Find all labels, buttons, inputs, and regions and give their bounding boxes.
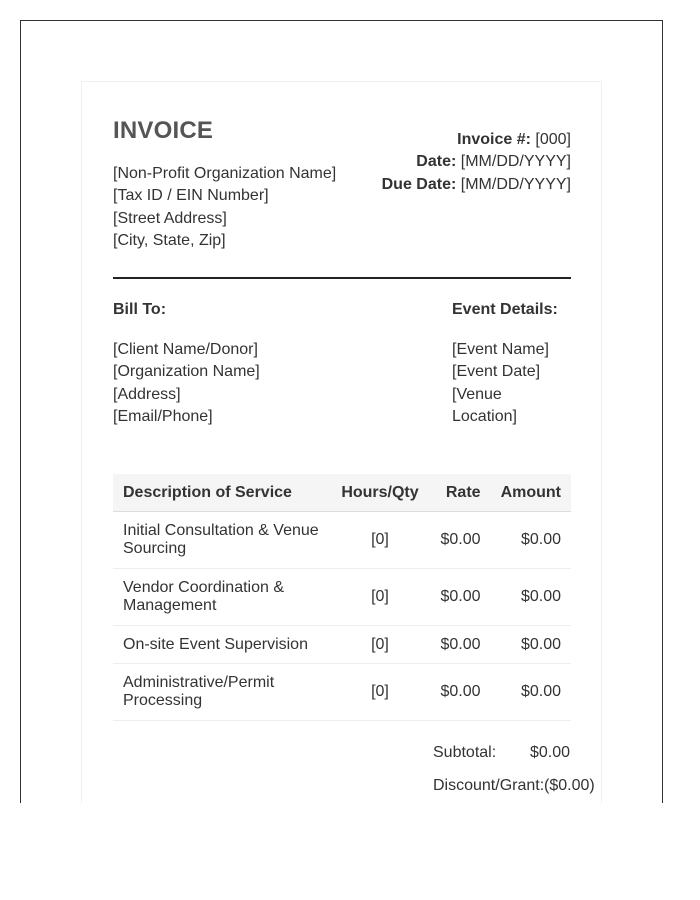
row-rate: $0.00 <box>429 512 491 569</box>
org-tax-id: [Tax ID / EIN Number] <box>113 187 269 205</box>
row-qty: [0] <box>331 626 428 664</box>
org-street: [Street Address] <box>113 209 227 227</box>
bill-to-address: [Address] <box>113 385 181 403</box>
invoice-sheet <box>81 81 602 803</box>
header-description: Description of Service <box>113 474 331 512</box>
row-rate: $0.00 <box>429 664 491 721</box>
invoice-date-value: [MM/DD/YYYY] <box>460 153 571 171</box>
row-rate: $0.00 <box>429 569 491 626</box>
header-divider <box>113 277 571 279</box>
document-frame <box>20 20 663 803</box>
row-amount: $0.00 <box>491 626 571 664</box>
org-city-state-zip: [City, State, Zip] <box>113 232 226 250</box>
bill-to-heading: Bill To: <box>113 301 167 318</box>
row-description: On-site Event Supervision <box>113 626 331 664</box>
table-row <box>113 569 571 626</box>
subtotal-value: $0.00 <box>530 744 571 761</box>
event-venue: [Venue Location] <box>452 385 517 426</box>
subtotal-label: Subtotal: <box>433 744 497 761</box>
services-table <box>113 474 571 721</box>
discount-label: Discount/Grant: <box>433 777 545 794</box>
header-rate: Rate <box>429 474 491 512</box>
table-row <box>113 626 571 664</box>
row-description: Administrative/Permit Processing <box>113 664 331 721</box>
invoice-number-line <box>382 129 571 151</box>
event-details-info <box>452 339 571 429</box>
organization-info <box>113 163 336 253</box>
bill-to-info <box>113 339 260 429</box>
invoice-number-label: Invoice #: <box>457 131 531 148</box>
header-amount: Amount <box>491 474 571 512</box>
table-row <box>113 664 571 721</box>
header-hours-qty: Hours/Qty <box>331 474 428 512</box>
event-name: [Event Name] <box>452 341 549 358</box>
row-description: Vendor Coordination & Management <box>113 569 331 626</box>
row-qty: [0] <box>331 569 428 626</box>
discount-value: ($0.00) <box>544 777 595 794</box>
invoice-date-line <box>382 151 571 173</box>
row-amount: $0.00 <box>491 664 571 721</box>
row-amount: $0.00 <box>491 512 571 569</box>
table-row <box>113 512 571 569</box>
totals-section <box>433 744 633 803</box>
invoice-date-label: Date: <box>416 153 457 171</box>
invoice-title: INVOICE <box>113 117 214 144</box>
row-qty: [0] <box>331 512 428 569</box>
due-date-label: Due Date: <box>381 175 457 193</box>
due-date-line <box>382 174 571 196</box>
event-details-heading: Event Details: <box>452 301 558 318</box>
event-date: [Event Date] <box>452 363 541 381</box>
row-description: Initial Consultation & Venue Sourcing <box>113 512 331 569</box>
bill-to-organization: [Organization Name] <box>113 363 260 381</box>
table-header-row <box>113 474 571 512</box>
invoice-number-value: [000] <box>535 131 571 148</box>
due-date-value: [MM/DD/YYYY] <box>460 175 571 193</box>
bill-to-contact: [Email/Phone] <box>113 408 213 426</box>
row-qty: [0] <box>331 664 428 721</box>
org-name: [Non-Profit Organization Name] <box>113 165 337 182</box>
invoice-meta <box>382 129 571 196</box>
subtotal-row <box>433 744 633 777</box>
discount-row <box>433 777 633 803</box>
row-rate: $0.00 <box>429 626 491 664</box>
bill-to-client: [Client Name/Donor] <box>113 341 258 358</box>
row-amount: $0.00 <box>491 569 571 626</box>
